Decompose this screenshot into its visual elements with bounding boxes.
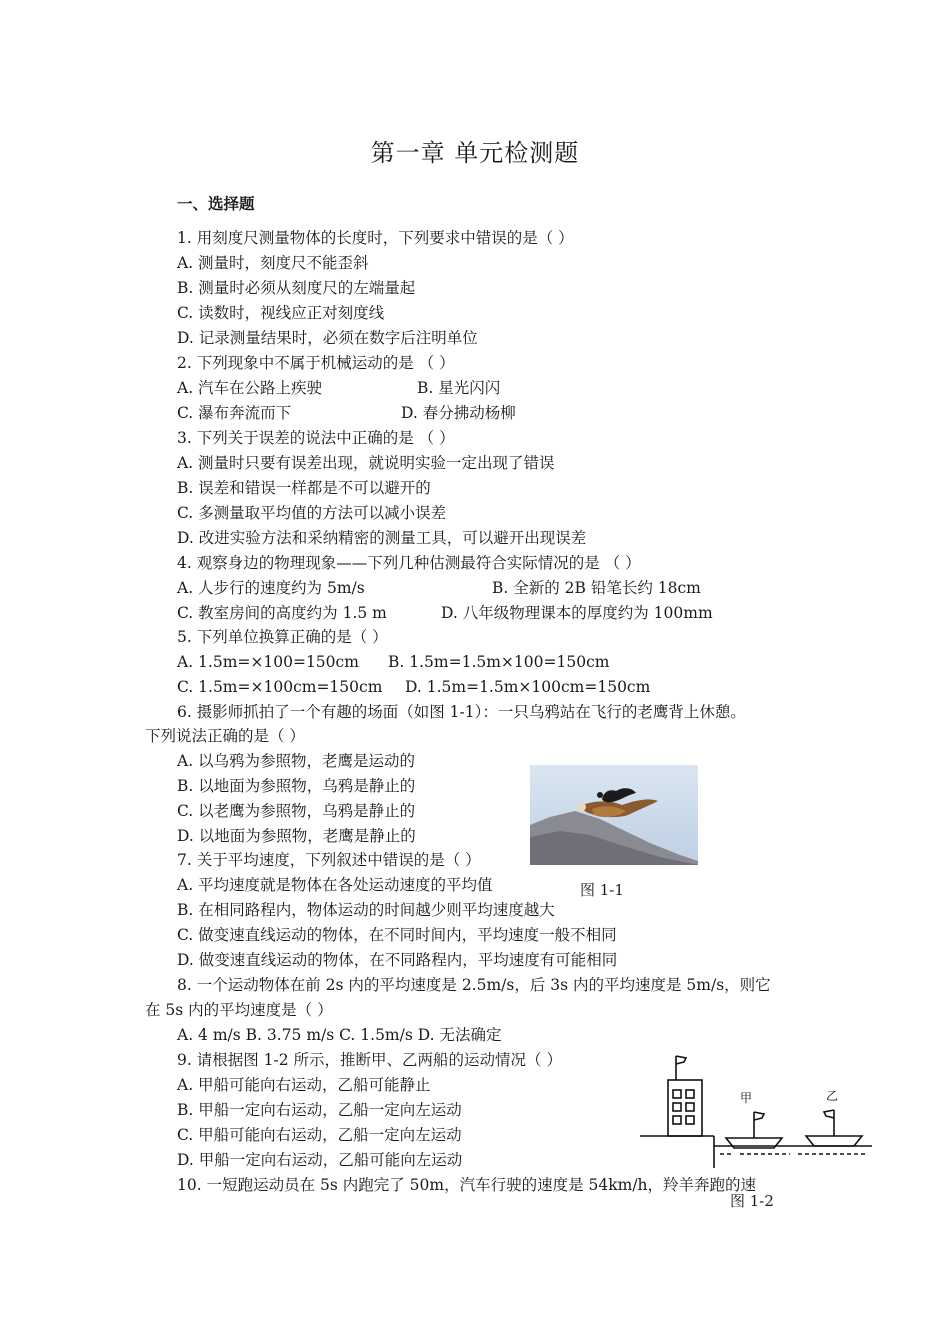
question-6-stem: 6. 摄影师抓拍了一个有趣的场面（如图 1-1）：一只乌鸦站在飞行的老鹰背上休憩。 [177,703,746,721]
section-heading: 一、选择题 [177,194,255,213]
question-3-stem: 3. 下列关于误差的说法中正确的是 （ ） [177,429,455,447]
question-6-stem-continued: 下列说法正确的是（ ） [145,727,305,745]
question-2-stem: 2. 下列现象中不属于机械运动的是 （ ） [177,354,455,372]
question-7-stem: 7. 关于平均速度，下列叙述中错误的是（ ） [177,851,481,869]
question-4-option-c: C. 教室房间的高度约为 1.5 m [177,604,387,622]
question-9-option-b: B. 甲船一定向右运动，乙船一定向左运动 [177,1101,462,1119]
page-title: 第一章 单元检测题 [370,139,580,167]
question-9-option-d: D. 甲船一定向右运动，乙船可能向左运动 [177,1151,463,1169]
question-5-stem: 5. 下列单位换算正确的是（ ） [177,628,388,646]
question-4-option-d: D. 八年级物理课本的厚度约为 100mm [441,604,713,622]
figure-1-2-caption: 图 1-2 [730,1192,774,1210]
question-4-option-b: B. 全新的 2B 铅笔长约 18cm [492,579,701,597]
question-1-option-b: B. 测量时必须从刻度尺的左端量起 [177,279,416,297]
question-3-option-d: D. 改进实验方法和采纳精密的测量工具，可以避开出现误差 [177,529,587,547]
question-2-option-b: B. 星光闪闪 [417,379,501,397]
question-4-option-a: A. 人步行的速度约为 5m/s [177,579,365,597]
question-7-option-b: B. 在相同路程内，物体运动的时间越少则平均速度越大 [177,901,555,919]
question-2-option-d: D. 春分拂动杨柳 [401,404,516,422]
question-8-stem: 8. 一个运动物体在前 2s 内的平均速度是 2.5m/s，后 3s 内的平均速度是 5m/s，则它 [177,976,771,994]
question-5-option-a: A. 1.5m=×100=150cm [177,653,359,671]
question-3-option-a: A. 测量时只要有误差出现，就说明实验一定出现了错误 [177,454,555,472]
question-8-options: A. 4 m/s B. 3.75 m/s C. 1.5m/s D. 无法确定 [177,1026,502,1044]
question-7-option-d: D. 做变速直线运动的物体，在不同路程内，平均速度有可能相同 [177,951,618,969]
question-2-option-a: A. 汽车在公路上疾驶 [177,379,323,397]
crow-on-eagle-image [530,765,698,865]
question-6-option-b: B. 以地面为参照物，乌鸦是静止的 [177,777,416,795]
question-1-stem: 1. 用刻度尺测量物体的长度时，下列要求中错误的是（ ） [177,229,574,247]
question-6-option-a: A. 以乌鸦为参照物，老鹰是运动的 [177,752,416,770]
boat-yi-label: 乙 [826,1089,839,1103]
question-4-stem: 4. 观察身边的物理现象——下列几种估测最符合实际情况的是 （ ） [177,554,641,572]
question-6-option-c: C. 以老鹰为参照物，乌鸦是静止的 [177,802,416,820]
question-2-option-c: C. 瀑布奔流而下 [177,404,292,422]
question-10-stem: 10. 一短跑运动员在 5s 内跑完了 50m，汽车行驶的速度是 54km/h，羚羊奔跑的速 [177,1176,757,1194]
question-1-option-c: C. 读数时，视线应正对刻度线 [177,304,385,322]
question-8-stem-continued: 在 5s 内的平均速度是（ ） [145,1001,333,1019]
figure-1-1-photo [530,765,698,865]
question-1-option-a: A. 测量时，刻度尺不能歪斜 [177,254,369,272]
figure-1-2-diagram [640,1050,872,1170]
boat-jia-label: 甲 [740,1091,753,1105]
question-7-option-c: C. 做变速直线运动的物体，在不同时间内，平均速度一般不相同 [177,926,617,944]
question-5-option-d: D. 1.5m=1.5m×100cm=150cm [405,678,651,696]
question-9-stem: 9. 请根据图 1-2 所示，推断甲、乙两船的运动情况（ ） [177,1051,562,1069]
question-5-option-c: C. 1.5m=×100cm=150cm [177,678,383,696]
figure-1-1-caption: 图 1-1 [580,881,624,899]
question-7-option-a: A. 平均速度就是物体在各处运动速度的平均值 [177,876,493,894]
question-1-option-d: D. 记录测量结果时，必须在数字后注明单位 [177,329,478,347]
question-6-option-d: D. 以地面为参照物，老鹰是静止的 [177,827,416,845]
question-9-option-c: C. 甲船可能向右运动，乙船一定向左运动 [177,1126,462,1144]
question-3-option-b: B. 误差和错误一样都是不可以避开的 [177,479,431,497]
question-5-option-b: B. 1.5m=1.5m×100=150cm [388,653,610,671]
question-9-option-a: A. 甲船可能向右运动，乙船可能静止 [177,1076,431,1094]
question-3-option-c: C. 多测量取平均值的方法可以减小误差 [177,504,447,522]
